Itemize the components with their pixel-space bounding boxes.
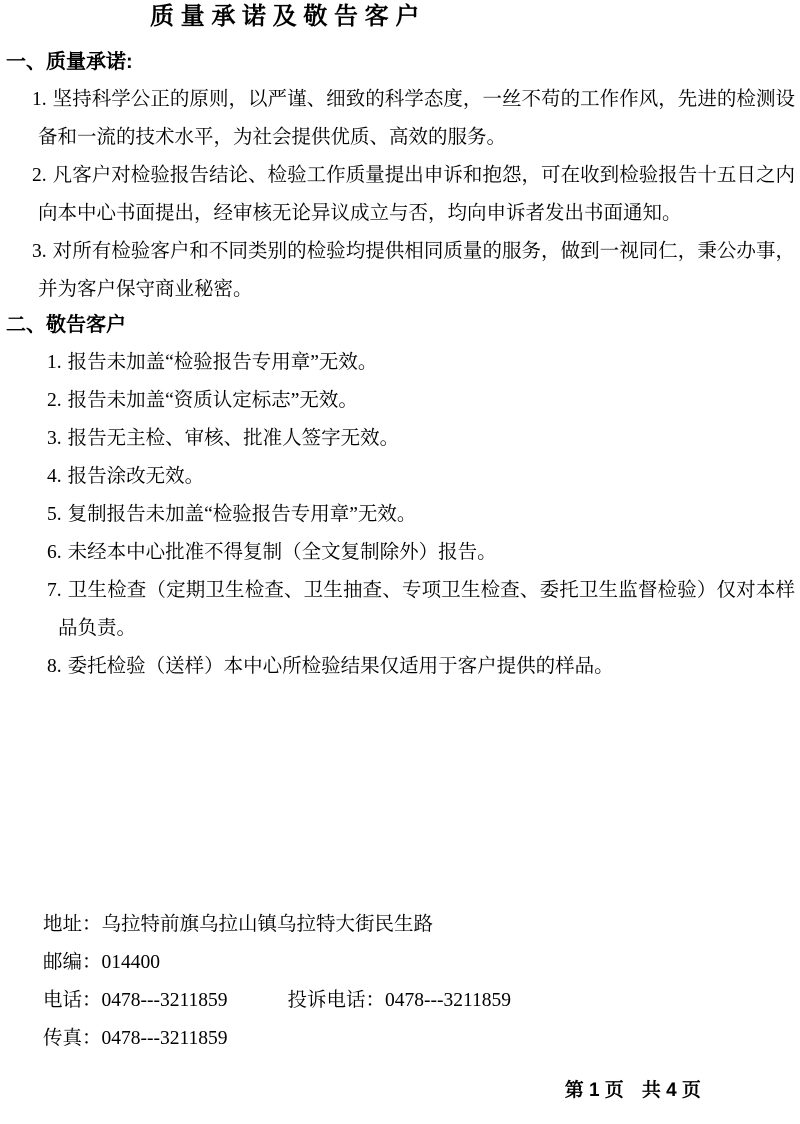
item-text: 报告未加盖“资质认定标志”无效。 <box>67 390 358 411</box>
list-item <box>0 81 795 157</box>
fax-value: 0478---3211859 <box>101 1028 228 1049</box>
list-item <box>0 157 795 233</box>
list-item <box>0 534 795 572</box>
list-item <box>0 572 795 648</box>
section-items <box>0 81 795 309</box>
sections <box>0 43 800 686</box>
postcode-label: 邮编： <box>43 952 102 973</box>
section-heading: 一、质量承诺: <box>6 51 133 73</box>
item-number: 3. <box>32 241 47 262</box>
item-number: 1. <box>47 352 62 373</box>
page-total: 共 4 页 <box>641 1080 701 1101</box>
footer <box>0 906 800 1124</box>
section-1 <box>0 43 800 309</box>
phone-label: 电话： <box>43 990 102 1011</box>
item-text: 报告未加盖“检验报告专用章”无效。 <box>67 352 378 373</box>
item-number: 6. <box>47 542 62 563</box>
item-text: 凡客户对检验报告结论、检验工作质量提出申诉和抱怨，可在收到检验报告十五日之内向本中心书面提出，经审核无论异议成立与否，均向申诉者发出书面通知。 <box>38 165 795 224</box>
section-items <box>0 344 795 686</box>
fax-label: 传真： <box>43 1028 102 1049</box>
list-item <box>0 648 795 686</box>
item-number: 3. <box>47 428 62 449</box>
list-item <box>0 496 795 534</box>
item-number: 2. <box>32 165 47 186</box>
phone-value: 0478---3211859 <box>101 990 228 1011</box>
section-2 <box>0 306 800 686</box>
item-number: 7. <box>47 580 62 601</box>
postcode-line <box>43 944 800 982</box>
address-value: 乌拉特前旗乌拉山镇乌拉特大街民生路 <box>101 914 434 935</box>
blank-space <box>0 686 800 906</box>
address-label: 地址： <box>43 914 102 935</box>
list-item <box>0 382 795 420</box>
list-item <box>0 458 795 496</box>
list-item <box>0 420 795 458</box>
item-number: 4. <box>47 466 62 487</box>
fax-line <box>43 1020 800 1058</box>
address-line <box>43 906 800 944</box>
complaint-phone-value: 0478---3211859 <box>385 990 512 1011</box>
complaint-phone-label: 投诉电话： <box>287 990 386 1011</box>
item-text: 未经本中心批准不得复制（全文复制除外）报告。 <box>67 542 497 563</box>
item-number: 2. <box>47 390 62 411</box>
item-text: 报告无主检、审核、批准人签字无效。 <box>67 428 400 449</box>
list-item <box>0 233 795 309</box>
page-current: 第 1 页 <box>564 1080 624 1101</box>
item-text: 委托检验（送样）本中心所检验结果仅适用于客户提供的样品。 <box>67 656 614 677</box>
item-text: 对所有检验客户和不同类别的检验均提供相同质量的服务，做到一视同仁，秉公办事，并为客户保守商业秘密。 <box>38 241 795 300</box>
item-number: 8. <box>47 656 62 677</box>
phone-line <box>43 982 800 1020</box>
item-number: 5. <box>47 504 62 525</box>
item-text: 复制报告未加盖“检验报告专用章”无效。 <box>67 504 417 525</box>
postcode-value: 014400 <box>101 952 161 973</box>
page-title: 质 量 承 诺 及 敬 告 客 户 <box>150 3 420 30</box>
item-text: 报告涂改无效。 <box>67 466 205 487</box>
item-number: 1. <box>32 89 47 110</box>
section-heading: 二、敬告客户 <box>6 314 126 336</box>
list-item <box>0 344 795 382</box>
page-indicator <box>43 1058 800 1124</box>
item-text: 卫生检查（定期卫生检查、卫生抽查、专项卫生检查、委托卫生监督检验）仅对本样品负责。 <box>58 580 795 639</box>
item-text: 坚持科学公正的原则，以严谨、细致的科学态度，一丝不苟的工作作风，先进的检测设备和一流的技术水平，为社会提供优质、高效的服务。 <box>38 89 795 148</box>
